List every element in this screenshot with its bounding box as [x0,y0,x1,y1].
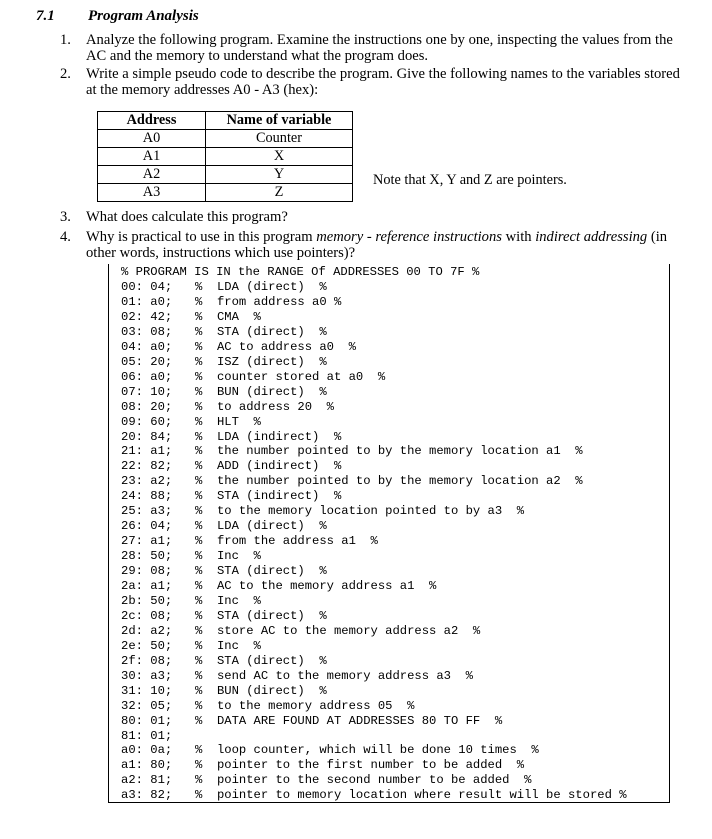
question-text [86,229,692,261]
code-comment: % AC to the memory address a1 % [195,579,437,593]
question-4 [60,229,692,261]
code-comment: % ADD (indirect) % [195,459,342,474]
code-comment: % to the memory location pointed to by a3 % [195,504,525,519]
code-address: 20: 84; [121,429,173,444]
code-address: 2f: 08; [121,653,173,668]
code-address: 31: 10; [121,683,173,698]
code-address: a1: 80; [121,758,173,773]
code-comment: % from address a0 % [195,294,342,309]
table-cell: A0 [98,130,206,148]
question-number: 1. [60,32,71,48]
code-comment: % HLT % [195,414,261,429]
code-address: 2d: a2; [121,623,173,638]
question-number: 4. [60,229,71,245]
code-address: 25: a3; [121,504,173,519]
code-comment: % STA (indirect) % [195,489,342,504]
question-text: What does calculate this program? [86,209,288,225]
question-number: 3. [60,209,71,225]
table-row [98,130,353,148]
code-comment: % STA (direct) % [195,324,327,339]
code-address: 06: a0; [121,369,173,384]
code-address: 24: 88; [121,489,173,504]
code-comment: % to address 20 % [195,399,334,414]
code-comment: % store AC to the memory address a2 % [195,623,481,638]
code-comment: % the number pointed to by the memory location a1 % [195,444,583,459]
question-text: Analyze the following program. Examine the instructions one by one, inspecting the values from the AC and the memory to understand what the program does. [86,32,673,64]
table-cell: A1 [98,148,206,166]
table-row [98,184,353,202]
code-comment: % LDA (direct) % [195,280,327,294]
code-comment: % LDA (indirect) % [195,429,342,444]
code-address: 02: 42; [121,309,173,324]
code-address: 07: 10; [121,384,173,399]
code-address: a0: 0a; [121,743,173,758]
code-address: 26: 04; [121,519,173,534]
code-comment: % ISZ (direct) % [195,354,327,369]
code-comment: % CMA % [195,309,261,324]
code-comment: % loop counter, which will be done 10 times % [195,743,539,758]
code-comment: % STA (direct) % [195,564,327,579]
code-address: 30: a3; [121,668,173,683]
code-address: 03: 08; [121,324,173,339]
code-address: 22: 82; [121,459,173,474]
code-comment: % STA (direct) % [195,653,327,668]
code-address: 01: a0; [121,294,173,309]
question-number: 2. [60,66,71,82]
section-title: Program Analysis [88,8,199,24]
code-comment: % Inc % [195,638,261,653]
code-address: 05: 20; [121,354,173,369]
code-address: 08: 20; [121,399,173,414]
code-comment: % BUN (direct) % [195,384,327,399]
code-comment: % to the memory address 05 % [195,698,415,713]
code-address: 23: a2; [121,474,173,489]
code-comment: % counter stored at a0 % [195,369,386,384]
code-comment: % Inc % [195,549,261,564]
table-cell: Y [206,166,353,184]
text-segment: with [501,229,536,245]
emphasis-memory-reference: memory - reference instructions [316,229,502,245]
code-address: 2a: a1; [121,579,173,593]
table-row [98,166,353,184]
section-number: 7.1 [36,8,55,24]
code-comment: % Inc % [195,593,261,608]
text-segment: Why is practical to use in this program [86,229,317,245]
code-comment: % pointer to the first number to be added % [195,758,525,773]
table-cell: A3 [98,184,206,202]
code-comment: % send AC to the memory address a3 % [195,668,473,683]
table-cell: A2 [98,166,206,184]
question-3 [60,209,692,225]
code-comment: % STA (direct) % [195,608,327,623]
question-2 [60,66,692,98]
variables-table [97,111,353,202]
table-header-address: Address [98,112,206,130]
pointer-note: Note that X, Y and Z are pointers. [373,172,567,188]
code-address: a2: 81; [121,773,173,788]
code-comment: % DATA ARE FOUND AT ADDRESSES 80 TO FF % [195,713,503,728]
table-cell: X [206,148,353,166]
program-header: % PROGRAM IS IN the RANGE Of ADDRESSES 00 TO 7F % [121,265,480,279]
code-address: 09: 60; [121,414,173,429]
code-address: 04: a0; [121,339,173,354]
code-comment: % the number pointed to by the memory location a2 % [195,474,583,489]
code-address: 2b: 50; [121,593,173,608]
code-address: 27: a1; [121,534,173,549]
code-address: 80: 01; [121,713,173,728]
table-row [98,148,353,166]
code-address: 2c: 08; [121,608,173,623]
table-header-name: Name of variable [206,112,353,130]
code-comment: % pointer to memory location where result will be stored % [195,788,627,803]
question-text: Write a simple pseudo code to describe the program. Give the following names to the variables stored at the memory addresses A0 - A3 (hex): [86,66,680,98]
code-address: 28: 50; [121,549,173,564]
section-heading [36,8,199,25]
code-comment: % pointer to the second number to be added % [195,773,532,788]
code-address: 21: a1; [121,444,173,459]
code-comment: % LDA (direct) % [195,519,327,534]
emphasis-indirect-addressing: indirect addressing [535,229,648,245]
table-cell: Z [206,184,353,202]
code-comment: % from the address a1 % [195,534,378,549]
code-address: 2e: 50; [121,638,173,653]
code-address: 29: 08; [121,564,173,579]
table-cell: Counter [206,130,353,148]
program-listing [108,264,670,803]
code-comment: % BUN (direct) % [195,683,327,698]
text-segment: (in other words, instructions which use pointers)? [86,229,668,261]
question-1 [60,32,692,64]
code-address: 32: 05; [121,698,173,713]
code-address: 00: 04; [121,280,173,294]
code-address: a3: 82; [121,788,173,803]
code-address: 81: 01; [121,728,173,743]
code-comment: % AC to address a0 % [195,339,356,354]
